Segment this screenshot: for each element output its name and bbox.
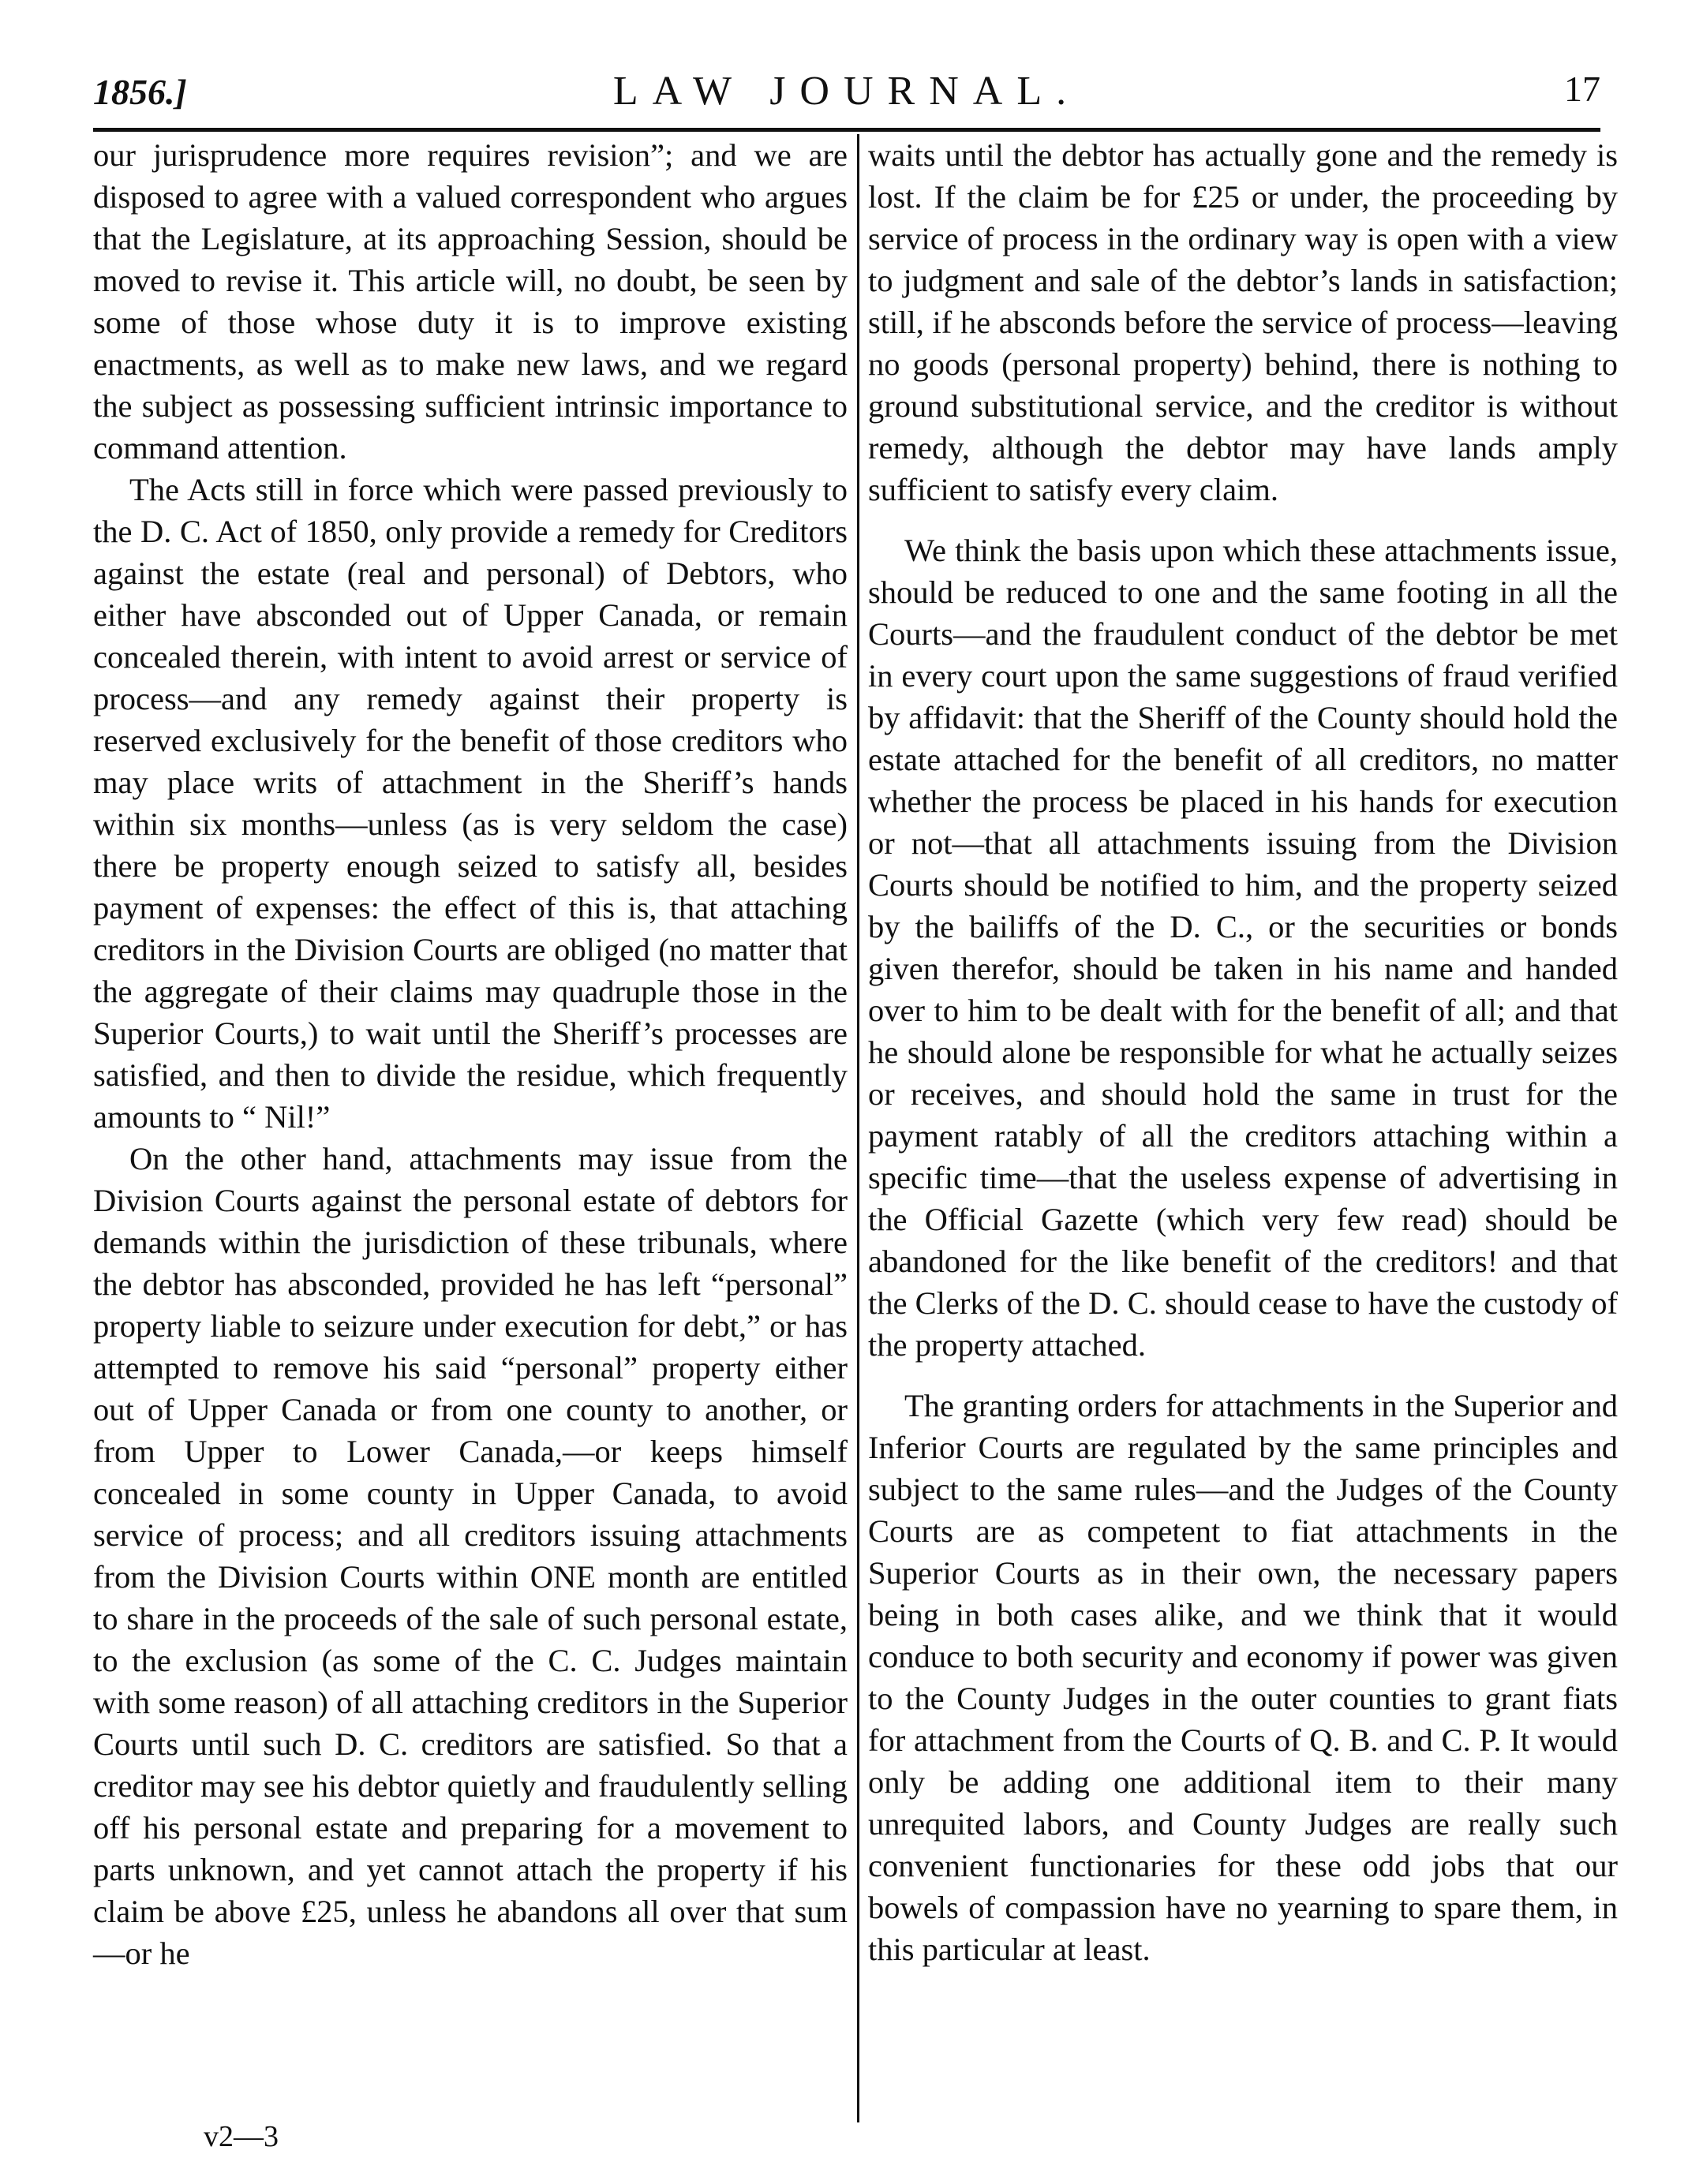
right-paragraph-2: We think the basis upon which these attachments issue, should be reduced to one and the same footing in all the Courts—and the fraudulent conduct of the debtor be met in every court upon the same suggestions of fraud verified by affidavit: that the Sheriff of the County should hold the estate attached for the benefit of all creditors, no matter whether the process be placed in his hands for execution or not—that all attachments issuing from the Division Courts should be notified to him, and the property seized by the bailiffs of the D. C., or the securities or bonds given therefor, should be taken in his name and handed over to him to be dealt with for the benefit of all; and that he should alone be responsible for what he actually seizes or receives, and should hold the same in trust for the payment ratably of all the creditors attaching within a specific time—that the useless expense of advertising in the Official Gazette (which very few read) should be abandoned for the like benefit of the creditors! and that the Clerks of the D. C. should cease to have the custody of the property attached.	[868, 533, 1618, 1363]
right-column	[868, 134, 1618, 1970]
header-year: 1856.]	[93, 72, 187, 112]
page-number: 17	[1564, 69, 1600, 109]
left-paragraph-2: The Acts still in force which were passed previously to the D. C. Act of 1850, only provide a remedy for Creditors against the estate (real and personal) of Debtors, who either have absconded out of Upper Canada, or remain concealed therein, with intent to avoid arrest or service of process—and any remedy against their property is reserved exclusively for the benefit of those creditors who may place writs of attachment in the Sheriff’s hands within six months—unless (as is very seldom the case) there be property enough seized to satisfy all, besides payment of expenses: the effect of this is, that attaching creditors in the Division Courts are obliged (no matter that the aggregate of their claims may quadruple those in the Superior Courts,) to wait until the Sheriff’s processes are satisfied, and then to divide the residue, which frequently amounts to “ Nil!”	[93, 472, 848, 1135]
right-paragraph-1: waits until the debtor has actually gone and the remedy is lost. If the claim be for £25 or under, the proceeding by service of process in the ordinary way is open with a view to judgment and sale of the debtor’s lands in satisfaction; still, if he absconds before the service of process—leaving no goods (personal property) behind, there is nothing to ground substitutional service, and the creditor is without remedy, although the debtor may have lands amply sufficient to satisfy every claim.	[868, 137, 1618, 507]
page-header	[93, 65, 1600, 132]
left-paragraph-3: On the other hand, attachments may issue from the Division Courts against the personal estate of debtors for demands within the jurisdiction of these tribunals, where the debtor has absconded, provided he has left “personal” property liable to seizure under execution for debt,” or has attempted to remove his said “personal” property either out of Upper Canada or from one county to another, or from Upper to Lower Canada,—or keeps himself concealed in some county in Upper Canada, to avoid service of process; and all creditors issuing attachments from the Division Courts within ONE month are entitled to share in the proceeds of the sale of such personal estate, to the exclusion (as some of the C. C. Judges maintain with some reason) of all attaching creditors in the Superior Courts until such D. C. creditors are satisfied. So that a creditor may see his debtor quietly and fraudulently selling off his personal estate and preparing for a movement to parts unknown, and yet cannot attach the property if his claim be above £25, unless he abandons all over that sum—or he	[93, 1141, 848, 1971]
left-column	[93, 134, 848, 1974]
signature-mark: v2—3	[204, 2120, 279, 2153]
right-paragraph-3: The granting orders for attachments in the Superior and Inferior Courts are regulated by the same principles and subject to the same rules—and the Judges of the County Courts are as competent to fiat attachments in the Superior Courts as in their own, the necessary papers being in both cases alike, and we think that it would conduce to both security and economy if power was given to the County Judges in the outer counties to grant fiats for attachment from the Courts of Q. B. and C. P. It would only be adding one additional item to their many unrequited labors, and County Judges are really such convenient functionaries for these odd jobs that our bowels of compassion have no yearning to spare them, in this particular at least.	[868, 1388, 1618, 1967]
column-divider	[857, 134, 859, 2122]
journal-title: LAW JOURNAL.	[612, 69, 1081, 114]
left-paragraph-1: our jurisprudence more requires revision”; and we are disposed to agree with a valued correspondent who argues that the Legislature, at its approaching Session, should be moved to revise it. This article will, no doubt, be seen by some of those whose duty it is to improve existing enactments, as well as to make new laws, and we regard the subject as possessing sufficient intrinsic importance to command attention.	[93, 137, 848, 466]
